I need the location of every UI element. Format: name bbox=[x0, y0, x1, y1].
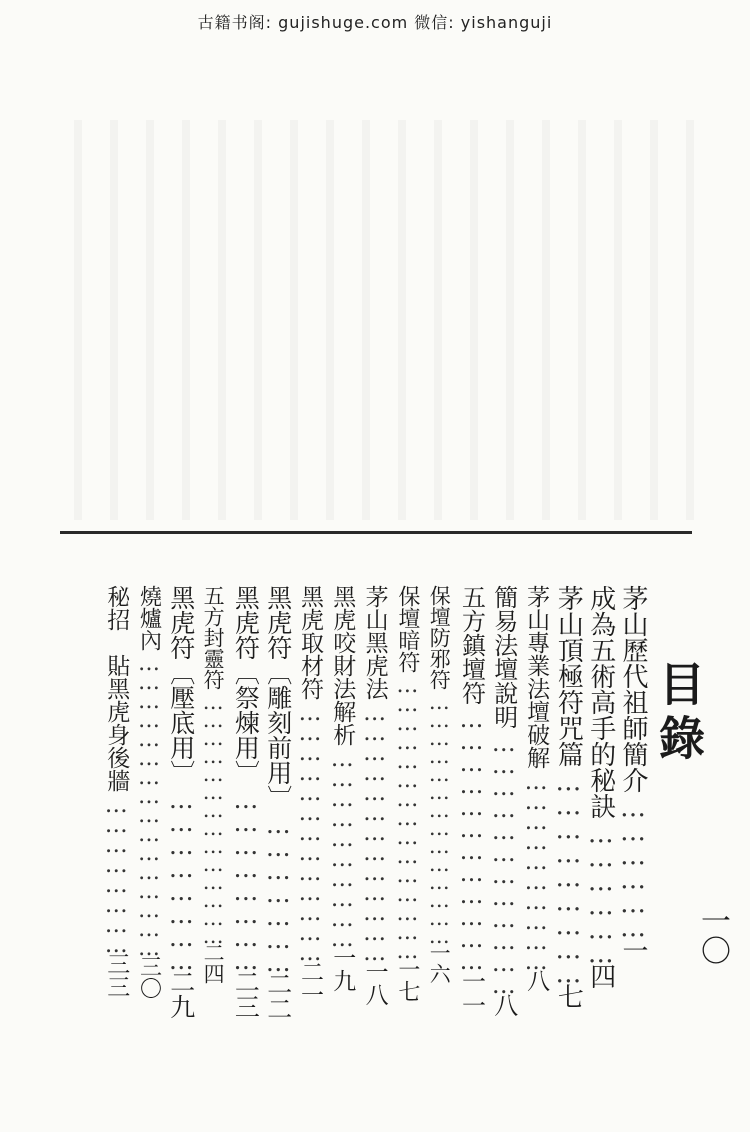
toc-page-number: 三三 bbox=[103, 952, 130, 998]
toc-entry-title: 茅山頂極符咒篇 bbox=[553, 585, 584, 767]
toc-leader-dots: …………………………………… bbox=[201, 690, 226, 942]
toc-entry bbox=[133, 585, 165, 999]
toc-page-number: 二一 bbox=[297, 960, 323, 1006]
toc-page-number: 二四 bbox=[201, 942, 226, 984]
toc-leader-dots: …………………… bbox=[166, 785, 196, 969]
toc-leader-dots: ……………………………… bbox=[489, 729, 518, 993]
toc-entry-title: 茅山專業法壇破解 bbox=[523, 585, 550, 769]
toc-leader-dots: ……………… bbox=[618, 793, 648, 937]
toc-leader-dots: ………………………………………… bbox=[136, 651, 162, 955]
toc-page-number: 八 bbox=[523, 969, 550, 992]
toc-leader-dots: ………………………… bbox=[523, 769, 550, 969]
watermark-text: 古籍书阁: gujishuge.com 微信: yishanguji bbox=[197, 13, 553, 32]
toc-page-number: 二三 bbox=[231, 969, 261, 1019]
toc-page-number: 一 bbox=[618, 937, 648, 963]
toc-page-number: 二二 bbox=[263, 971, 293, 1021]
toc-entry bbox=[229, 585, 261, 1019]
toc-entry-title: 五方鎮壇符 bbox=[457, 585, 486, 705]
toc-entry bbox=[585, 585, 617, 989]
toc-entry-title: 秘招 貼黑虎身後牆 bbox=[103, 585, 130, 792]
horizontal-rule bbox=[60, 531, 692, 534]
toc-page-number: 三〇 bbox=[136, 955, 162, 999]
toc-page-number: 二九 bbox=[166, 969, 196, 1019]
toc-page-number: 一一 bbox=[457, 969, 486, 1017]
toc-leader-dots: ……………… bbox=[585, 819, 616, 963]
toc-entry-title: 茅山歷代祖師簡介 bbox=[618, 585, 648, 793]
toc-entry-title: 黑虎咬財法解析 bbox=[329, 585, 356, 746]
page-number: 一〇 bbox=[695, 905, 730, 965]
toc-entry bbox=[552, 585, 584, 1009]
toc-entry-title: 成為五術高手的秘訣 bbox=[585, 585, 616, 819]
toc-entry bbox=[391, 585, 423, 1002]
toc-leader-dots: …………………… bbox=[103, 792, 130, 952]
bleed-through-region bbox=[60, 120, 700, 520]
toc-leader-dots: …………………… bbox=[231, 785, 261, 969]
toc-entry bbox=[520, 585, 552, 992]
toc-page-number: 八 bbox=[489, 993, 518, 1017]
toc-page-number: 一六 bbox=[427, 942, 452, 984]
toc-page-number: 一八 bbox=[361, 960, 388, 1006]
toc-page-number: 一七 bbox=[394, 958, 420, 1002]
toc-entry bbox=[488, 585, 520, 1017]
toc-entry-title: 黑虎符〔祭煉用〕 bbox=[231, 585, 261, 785]
toc-entry-title: 保壇防邪符 bbox=[427, 585, 452, 690]
toc-entry bbox=[197, 585, 229, 984]
toc-leader-dots: …………………………………… bbox=[427, 690, 452, 942]
toc-entry bbox=[359, 585, 391, 1006]
toc-entry bbox=[100, 585, 132, 998]
toc-leader-dots: ………………………… bbox=[329, 746, 356, 946]
toc-entry-title: 簡易法壇說明 bbox=[489, 585, 518, 729]
toc-page-number: 七 bbox=[553, 983, 584, 1009]
toc-entry bbox=[294, 585, 326, 1006]
toc-entry bbox=[165, 585, 197, 1019]
toc-entry bbox=[423, 585, 455, 984]
toc-page-number: 一九 bbox=[329, 946, 356, 992]
page-title: 目錄 bbox=[652, 660, 706, 768]
toc-entry-title: 黑虎符〔壓底用〕 bbox=[166, 585, 196, 785]
toc-entry bbox=[326, 585, 358, 992]
toc-entry-title: 燒爐內 bbox=[136, 585, 162, 651]
toc-leader-dots: ………………………………… bbox=[361, 700, 388, 960]
toc-entry-title: 五方封靈符 bbox=[201, 585, 226, 690]
toc-leader-dots: ……………………………… bbox=[457, 705, 486, 969]
toc-leader-dots: ………………………………… bbox=[297, 700, 323, 960]
toc-entry-title: 黑虎符〔雕刻前用〕 bbox=[263, 585, 293, 810]
toc-entry bbox=[262, 585, 294, 1021]
toc-entry-title: 茅山黑虎法 bbox=[361, 585, 388, 700]
toc-entry-title: 保壇暗符 bbox=[394, 585, 420, 673]
toc-entry-title: 黑虎取材符 bbox=[297, 585, 323, 700]
toc-leader-dots: ……………………………………… bbox=[394, 673, 420, 958]
toc-page-number: 四 bbox=[585, 963, 616, 989]
toc-leader-dots: ………………… bbox=[263, 810, 293, 971]
toc-entry bbox=[456, 585, 488, 1017]
toc-leader-dots: ……………………… bbox=[553, 767, 584, 983]
toc-entry bbox=[617, 585, 649, 963]
